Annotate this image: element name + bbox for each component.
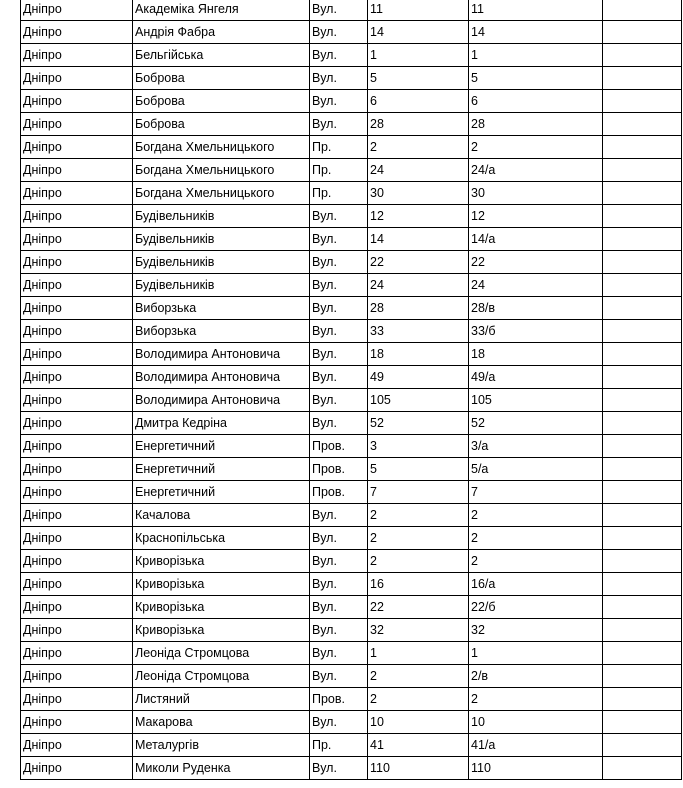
table-row — [21, 435, 682, 458]
note-cell — [603, 136, 682, 159]
table-row — [21, 527, 682, 550]
house-to-cell: 11 — [469, 0, 603, 21]
street-cell: Володимира Антоновича — [133, 343, 310, 366]
note-cell — [603, 412, 682, 435]
address-table — [20, 0, 682, 780]
street-type-cell: Вул. — [310, 205, 368, 228]
house-from-cell: 28 — [368, 297, 469, 320]
house-from-cell: 1 — [368, 44, 469, 67]
note-cell — [603, 320, 682, 343]
table-row — [21, 711, 682, 734]
street-type-cell: Вул. — [310, 274, 368, 297]
street-type-cell: Вул. — [310, 412, 368, 435]
city-cell: Дніпро — [21, 619, 133, 642]
house-to-cell: 1 — [469, 642, 603, 665]
street-type-cell: Вул. — [310, 21, 368, 44]
table-row — [21, 412, 682, 435]
street-type-cell: Вул. — [310, 757, 368, 780]
house-from-cell: 7 — [368, 481, 469, 504]
house-to-cell: 110 — [469, 757, 603, 780]
street-type-cell: Вул. — [310, 550, 368, 573]
table-row — [21, 297, 682, 320]
note-cell — [603, 504, 682, 527]
house-to-cell: 2/в — [469, 665, 603, 688]
street-type-cell: Вул. — [310, 389, 368, 412]
street-type-cell: Вул. — [310, 642, 368, 665]
house-to-cell: 24/а — [469, 159, 603, 182]
table-row — [21, 642, 682, 665]
table-row — [21, 343, 682, 366]
note-cell — [603, 159, 682, 182]
street-type-cell: Пр. — [310, 159, 368, 182]
street-type-cell: Вул. — [310, 366, 368, 389]
city-cell: Дніпро — [21, 297, 133, 320]
street-cell: Володимира Антоновича — [133, 366, 310, 389]
street-cell: Енергетичний — [133, 481, 310, 504]
table-row — [21, 481, 682, 504]
house-to-cell: 3/а — [469, 435, 603, 458]
table-row — [21, 366, 682, 389]
house-to-cell: 1 — [469, 44, 603, 67]
house-from-cell: 14 — [368, 21, 469, 44]
street-type-cell: Вул. — [310, 113, 368, 136]
street-type-cell: Вул. — [310, 343, 368, 366]
city-cell: Дніпро — [21, 205, 133, 228]
note-cell — [603, 734, 682, 757]
street-type-cell: Вул. — [310, 665, 368, 688]
city-cell: Дніпро — [21, 251, 133, 274]
city-cell: Дніпро — [21, 113, 133, 136]
street-type-cell: Вул. — [310, 596, 368, 619]
street-cell: Дмитра Кедріна — [133, 412, 310, 435]
street-type-cell: Пр. — [310, 734, 368, 757]
city-cell: Дніпро — [21, 159, 133, 182]
house-from-cell: 110 — [368, 757, 469, 780]
house-from-cell: 24 — [368, 274, 469, 297]
street-cell: Боброва — [133, 67, 310, 90]
city-cell: Дніпро — [21, 711, 133, 734]
table-row — [21, 205, 682, 228]
house-to-cell: 28/в — [469, 297, 603, 320]
table-row — [21, 389, 682, 412]
street-type-cell: Вул. — [310, 527, 368, 550]
table-row — [21, 67, 682, 90]
city-cell: Дніпро — [21, 573, 133, 596]
note-cell — [603, 251, 682, 274]
house-from-cell: 16 — [368, 573, 469, 596]
table-row — [21, 734, 682, 757]
city-cell: Дніпро — [21, 228, 133, 251]
address-table-body — [21, 0, 682, 780]
table-row — [21, 228, 682, 251]
note-cell — [603, 642, 682, 665]
street-cell: Будівельників — [133, 228, 310, 251]
street-type-cell: Вул. — [310, 0, 368, 21]
city-cell: Дніпро — [21, 435, 133, 458]
city-cell: Дніпро — [21, 481, 133, 504]
house-from-cell: 52 — [368, 412, 469, 435]
street-cell: Богдана Хмельницького — [133, 182, 310, 205]
street-type-cell: Вул. — [310, 711, 368, 734]
city-cell: Дніпро — [21, 274, 133, 297]
house-from-cell: 32 — [368, 619, 469, 642]
table-row — [21, 274, 682, 297]
city-cell: Дніпро — [21, 366, 133, 389]
table-row — [21, 504, 682, 527]
house-from-cell: 5 — [368, 67, 469, 90]
house-to-cell: 2 — [469, 527, 603, 550]
table-row — [21, 596, 682, 619]
street-cell: Краснопільська — [133, 527, 310, 550]
note-cell — [603, 573, 682, 596]
street-type-cell: Вул. — [310, 228, 368, 251]
house-from-cell: 22 — [368, 596, 469, 619]
note-cell — [603, 481, 682, 504]
table-row — [21, 90, 682, 113]
street-type-cell: Вул. — [310, 504, 368, 527]
house-from-cell: 6 — [368, 90, 469, 113]
note-cell — [603, 113, 682, 136]
house-from-cell: 11 — [368, 0, 469, 21]
city-cell: Дніпро — [21, 527, 133, 550]
note-cell — [603, 711, 682, 734]
street-cell: Миколи Руденка — [133, 757, 310, 780]
house-from-cell: 5 — [368, 458, 469, 481]
house-to-cell: 7 — [469, 481, 603, 504]
street-type-cell: Пр. — [310, 136, 368, 159]
street-type-cell: Вул. — [310, 297, 368, 320]
house-from-cell: 28 — [368, 113, 469, 136]
table-row — [21, 159, 682, 182]
street-cell: Виборзька — [133, 297, 310, 320]
table-row — [21, 619, 682, 642]
table-row — [21, 113, 682, 136]
house-to-cell: 5 — [469, 67, 603, 90]
house-to-cell: 16/а — [469, 573, 603, 596]
house-from-cell: 33 — [368, 320, 469, 343]
note-cell — [603, 274, 682, 297]
street-type-cell: Вул. — [310, 44, 368, 67]
note-cell — [603, 389, 682, 412]
note-cell — [603, 366, 682, 389]
house-to-cell: 52 — [469, 412, 603, 435]
house-to-cell: 22/б — [469, 596, 603, 619]
street-cell: Енергетичний — [133, 458, 310, 481]
house-from-cell: 30 — [368, 182, 469, 205]
note-cell — [603, 527, 682, 550]
street-type-cell: Пров. — [310, 688, 368, 711]
street-type-cell: Пр. — [310, 182, 368, 205]
house-to-cell: 28 — [469, 113, 603, 136]
table-row — [21, 550, 682, 573]
street-cell: Академіка Янгеля — [133, 0, 310, 21]
house-to-cell: 105 — [469, 389, 603, 412]
city-cell: Дніпро — [21, 21, 133, 44]
address-table-container — [20, 0, 682, 780]
street-cell: Боброва — [133, 90, 310, 113]
note-cell — [603, 67, 682, 90]
street-cell: Виборзька — [133, 320, 310, 343]
note-cell — [603, 619, 682, 642]
note-cell — [603, 0, 682, 21]
street-cell: Металургів — [133, 734, 310, 757]
city-cell: Дніпро — [21, 642, 133, 665]
house-from-cell: 24 — [368, 159, 469, 182]
table-row — [21, 665, 682, 688]
street-cell: Макарова — [133, 711, 310, 734]
street-type-cell: Вул. — [310, 619, 368, 642]
city-cell: Дніпро — [21, 343, 133, 366]
city-cell: Дніпро — [21, 688, 133, 711]
table-row — [21, 182, 682, 205]
note-cell — [603, 90, 682, 113]
city-cell: Дніпро — [21, 44, 133, 67]
note-cell — [603, 182, 682, 205]
note-cell — [603, 550, 682, 573]
house-to-cell: 24 — [469, 274, 603, 297]
house-to-cell: 49/а — [469, 366, 603, 389]
house-to-cell: 5/а — [469, 458, 603, 481]
note-cell — [603, 458, 682, 481]
city-cell: Дніпро — [21, 67, 133, 90]
house-from-cell: 2 — [368, 504, 469, 527]
house-to-cell: 2 — [469, 550, 603, 573]
street-type-cell: Вул. — [310, 251, 368, 274]
note-cell — [603, 205, 682, 228]
table-row — [21, 757, 682, 780]
street-cell: Богдана Хмельницького — [133, 159, 310, 182]
street-type-cell: Пров. — [310, 481, 368, 504]
note-cell — [603, 343, 682, 366]
house-to-cell: 14 — [469, 21, 603, 44]
note-cell — [603, 228, 682, 251]
note-cell — [603, 596, 682, 619]
city-cell: Дніпро — [21, 458, 133, 481]
note-cell — [603, 435, 682, 458]
house-to-cell: 18 — [469, 343, 603, 366]
street-type-cell: Вул. — [310, 573, 368, 596]
house-to-cell: 10 — [469, 711, 603, 734]
note-cell — [603, 297, 682, 320]
table-row — [21, 251, 682, 274]
house-to-cell: 6 — [469, 90, 603, 113]
street-cell: Криворізька — [133, 619, 310, 642]
table-row — [21, 573, 682, 596]
street-cell: Леоніда Стромцова — [133, 642, 310, 665]
house-from-cell: 18 — [368, 343, 469, 366]
house-from-cell: 41 — [368, 734, 469, 757]
house-from-cell: 49 — [368, 366, 469, 389]
house-to-cell: 30 — [469, 182, 603, 205]
city-cell: Дніпро — [21, 550, 133, 573]
house-from-cell: 2 — [368, 527, 469, 550]
table-row — [21, 320, 682, 343]
street-cell: Будівельників — [133, 274, 310, 297]
house-to-cell: 2 — [469, 504, 603, 527]
street-cell: Криворізька — [133, 550, 310, 573]
city-cell: Дніпро — [21, 90, 133, 113]
city-cell: Дніпро — [21, 412, 133, 435]
house-to-cell: 41/а — [469, 734, 603, 757]
street-type-cell: Пров. — [310, 435, 368, 458]
street-cell: Володимира Антоновича — [133, 389, 310, 412]
street-cell: Андрія Фабра — [133, 21, 310, 44]
house-to-cell: 2 — [469, 688, 603, 711]
city-cell: Дніпро — [21, 734, 133, 757]
city-cell: Дніпро — [21, 320, 133, 343]
note-cell — [603, 21, 682, 44]
street-cell: Будівельників — [133, 205, 310, 228]
house-to-cell: 22 — [469, 251, 603, 274]
table-row — [21, 688, 682, 711]
house-from-cell: 2 — [368, 665, 469, 688]
note-cell — [603, 688, 682, 711]
city-cell: Дніпро — [21, 0, 133, 21]
street-cell: Боброва — [133, 113, 310, 136]
note-cell — [603, 757, 682, 780]
street-cell: Богдана Хмельницького — [133, 136, 310, 159]
street-type-cell: Пров. — [310, 458, 368, 481]
house-to-cell: 2 — [469, 136, 603, 159]
table-row — [21, 136, 682, 159]
table-row — [21, 21, 682, 44]
street-cell: Качалова — [133, 504, 310, 527]
house-from-cell: 3 — [368, 435, 469, 458]
house-from-cell: 1 — [368, 642, 469, 665]
house-to-cell: 32 — [469, 619, 603, 642]
street-type-cell: Вул. — [310, 90, 368, 113]
city-cell: Дніпро — [21, 665, 133, 688]
city-cell: Дніпро — [21, 136, 133, 159]
city-cell: Дніпро — [21, 504, 133, 527]
city-cell: Дніпро — [21, 757, 133, 780]
city-cell: Дніпро — [21, 182, 133, 205]
house-to-cell: 33/б — [469, 320, 603, 343]
table-row — [21, 458, 682, 481]
house-to-cell: 12 — [469, 205, 603, 228]
street-cell: Енергетичний — [133, 435, 310, 458]
table-row — [21, 44, 682, 67]
house-from-cell: 22 — [368, 251, 469, 274]
house-from-cell: 12 — [368, 205, 469, 228]
street-cell: Будівельників — [133, 251, 310, 274]
street-cell: Леоніда Стромцова — [133, 665, 310, 688]
street-cell: Листяний — [133, 688, 310, 711]
house-to-cell: 14/а — [469, 228, 603, 251]
house-from-cell: 2 — [368, 550, 469, 573]
street-type-cell: Вул. — [310, 320, 368, 343]
street-type-cell: Вул. — [310, 67, 368, 90]
city-cell: Дніпро — [21, 596, 133, 619]
city-cell: Дніпро — [21, 389, 133, 412]
house-from-cell: 105 — [368, 389, 469, 412]
note-cell — [603, 665, 682, 688]
street-cell: Криворізька — [133, 573, 310, 596]
house-from-cell: 14 — [368, 228, 469, 251]
house-from-cell: 2 — [368, 688, 469, 711]
street-cell: Криворізька — [133, 596, 310, 619]
house-from-cell: 2 — [368, 136, 469, 159]
street-cell: Бельгійська — [133, 44, 310, 67]
house-from-cell: 10 — [368, 711, 469, 734]
table-row — [21, 0, 682, 21]
note-cell — [603, 44, 682, 67]
